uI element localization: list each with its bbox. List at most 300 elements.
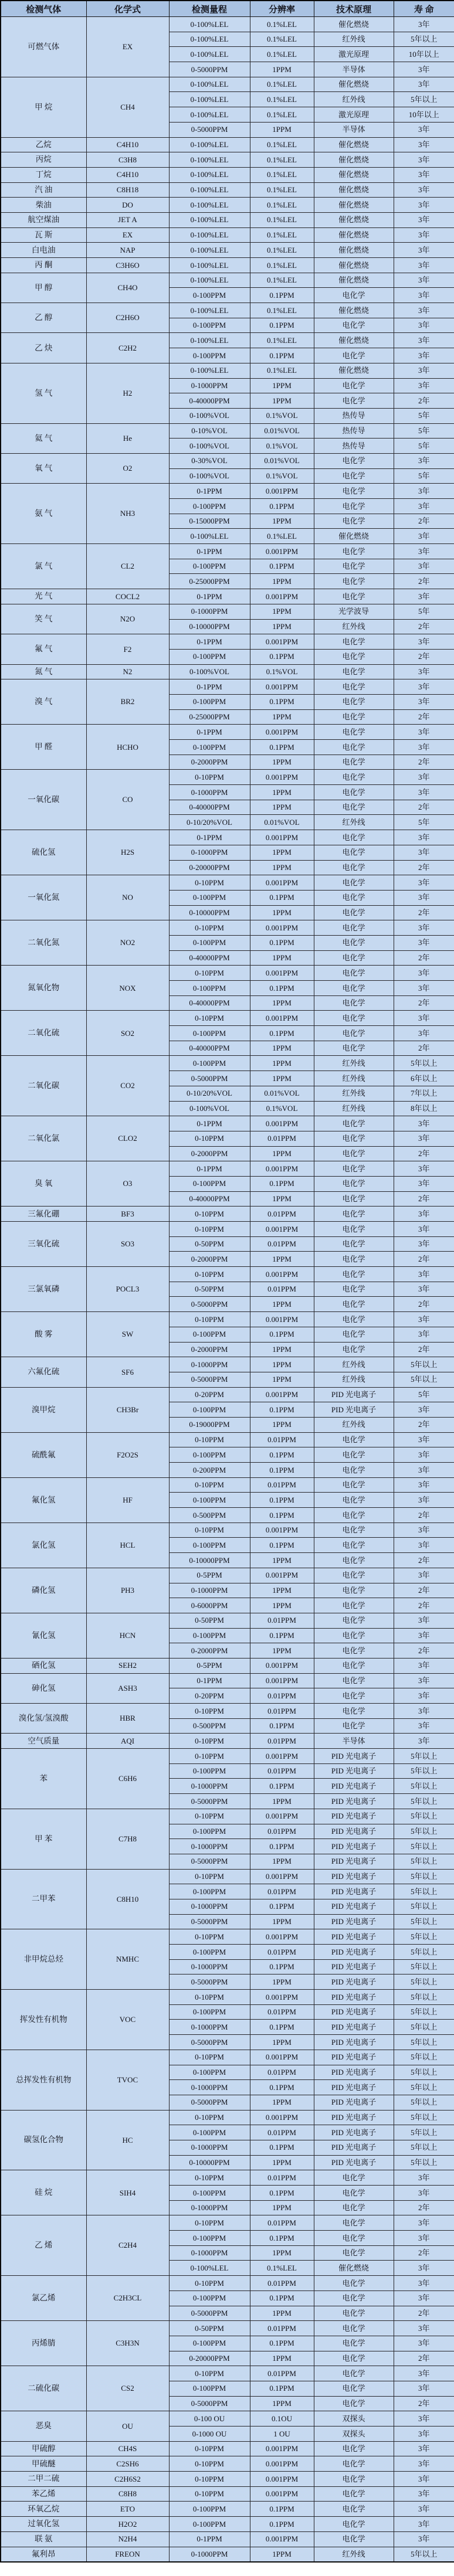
formula-cell: EX bbox=[86, 17, 169, 77]
range-cell: 0-100PPM bbox=[169, 559, 250, 574]
principle-cell: PID 光电离子 bbox=[314, 2080, 394, 2095]
lifespan-cell: 5年以上 bbox=[394, 1854, 454, 1869]
range-cell: 0-10PPM bbox=[169, 2170, 250, 2186]
lifespan-cell: 5年以上 bbox=[394, 2080, 454, 2095]
formula-cell: CO2 bbox=[86, 1056, 169, 1116]
range-cell: 0-10PPM bbox=[169, 2441, 250, 2456]
formula-cell: He bbox=[86, 423, 169, 453]
lifespan-cell: 2年 bbox=[394, 709, 454, 725]
lifespan-cell: 3年 bbox=[394, 2517, 454, 2532]
lifespan-cell: 2年 bbox=[394, 905, 454, 920]
gas-name-cell: 二甲苯 bbox=[1, 1869, 86, 1929]
lifespan-cell: 3年 bbox=[394, 318, 454, 333]
lifespan-cell: 3年 bbox=[394, 2215, 454, 2231]
gas-name-cell: 甲 苯 bbox=[1, 1809, 86, 1869]
gas-name-cell: 挥发性有机物 bbox=[1, 1990, 86, 2050]
formula-cell: C4H10 bbox=[86, 137, 169, 152]
table-row bbox=[1, 258, 454, 273]
header-principle: 技术原理 bbox=[314, 1, 394, 17]
resolution-cell: 0.001PPM bbox=[250, 2531, 314, 2547]
gas-name-cell: 二氧化氯 bbox=[1, 1116, 86, 1161]
range-cell: 0-100PPM bbox=[169, 1447, 250, 1463]
range-cell: 0-1PPM bbox=[169, 2531, 250, 2547]
range-cell: 0-100%LEL bbox=[169, 17, 250, 32]
formula-cell: COCL2 bbox=[86, 589, 169, 604]
lifespan-cell: 3年 bbox=[394, 1613, 454, 1628]
resolution-cell: 1PPM bbox=[250, 2396, 314, 2411]
table-row bbox=[1, 1734, 454, 1749]
range-cell: 0-100PPM bbox=[169, 981, 250, 996]
range-cell: 0-10000PPM bbox=[169, 1553, 250, 1568]
formula-cell: N2H4 bbox=[86, 2531, 169, 2547]
principle-cell: PID 光电离子 bbox=[314, 1824, 394, 1839]
principle-cell: 热传导 bbox=[314, 408, 394, 423]
range-cell: 0-10000PPM bbox=[169, 905, 250, 920]
resolution-cell: 1PPM bbox=[250, 995, 314, 1011]
range-cell: 0-10PPM bbox=[169, 1990, 250, 2005]
gas-name-cell: 乙烷 bbox=[1, 137, 86, 152]
resolution-cell: 1PPM bbox=[250, 1357, 314, 1372]
lifespan-cell: 2年 bbox=[394, 1146, 454, 1161]
gas-name-cell: 乙 炔 bbox=[1, 333, 86, 363]
principle-cell: 电化学 bbox=[314, 1643, 394, 1659]
resolution-cell: 0.001PPM bbox=[250, 1869, 314, 1884]
formula-cell: HCHO bbox=[86, 725, 169, 770]
lifespan-cell: 2年 bbox=[394, 2200, 454, 2215]
principle-cell: PID 光电离子 bbox=[314, 2035, 394, 2050]
lifespan-cell: 3年 bbox=[394, 288, 454, 303]
lifespan-cell: 3年 bbox=[394, 1477, 454, 1493]
principle-cell: 电化学 bbox=[314, 2396, 394, 2411]
table-row bbox=[1, 2517, 454, 2532]
table-row bbox=[1, 167, 454, 182]
resolution-cell: 1PPM bbox=[250, 1583, 314, 1598]
range-cell: 0-100%LEL bbox=[169, 107, 250, 123]
range-cell: 0-10PPM bbox=[169, 2276, 250, 2291]
range-cell: 0-100PPM bbox=[169, 2336, 250, 2351]
principle-cell: PID 光电离子 bbox=[314, 2125, 394, 2140]
gas-name-cell: 氰化氢 bbox=[1, 1613, 86, 1658]
formula-cell: F2 bbox=[86, 634, 169, 664]
lifespan-cell: 3年 bbox=[394, 1538, 454, 1553]
lifespan-cell: 5年以上 bbox=[394, 32, 454, 47]
range-cell: 0-2000PPM bbox=[169, 1342, 250, 1357]
lifespan-cell: 3年 bbox=[394, 830, 454, 845]
principle-cell: 电化学 bbox=[314, 1463, 394, 1478]
range-cell: 0-100%VOL bbox=[169, 468, 250, 484]
resolution-cell: 1PPM bbox=[250, 1417, 314, 1432]
lifespan-cell: 2年 bbox=[394, 1297, 454, 1312]
formula-cell: NOX bbox=[86, 966, 169, 1011]
table-row bbox=[1, 198, 454, 213]
gas-name-cell: 氨 气 bbox=[1, 484, 86, 544]
formula-cell: H2O2 bbox=[86, 2517, 169, 2532]
resolution-cell: 0.001PPM bbox=[250, 2472, 314, 2487]
lifespan-cell: 5年 bbox=[394, 439, 454, 454]
formula-cell: BR2 bbox=[86, 679, 169, 725]
table-row bbox=[1, 1749, 454, 1764]
formula-cell: BF3 bbox=[86, 1207, 169, 1222]
resolution-cell: 1PPM bbox=[250, 1975, 314, 1990]
principle-cell: 电化学 bbox=[314, 1282, 394, 1297]
lifespan-cell: 3年 bbox=[394, 333, 454, 348]
range-cell: 0-1000PPM bbox=[169, 1779, 250, 1794]
lifespan-cell: 3年 bbox=[394, 1628, 454, 1643]
range-cell: 0-1000PPM bbox=[169, 1583, 250, 1598]
range-cell: 0-20PPM bbox=[169, 1387, 250, 1402]
lifespan-cell: 5年以上 bbox=[394, 1763, 454, 1779]
lifespan-cell: 3年 bbox=[394, 2276, 454, 2291]
resolution-cell: 1PPM bbox=[250, 619, 314, 634]
lifespan-cell: 2年 bbox=[394, 2351, 454, 2366]
resolution-cell: 1PPM bbox=[250, 514, 314, 529]
principle-cell: PID 光电离子 bbox=[314, 1929, 394, 1945]
lifespan-cell: 3年 bbox=[394, 198, 454, 213]
lifespan-cell: 3年 bbox=[394, 1402, 454, 1418]
range-cell: 0-100PPM bbox=[169, 499, 250, 514]
range-cell: 0-20PPM bbox=[169, 1688, 250, 1704]
formula-cell: SO3 bbox=[86, 1222, 169, 1267]
lifespan-cell: 5年以上 bbox=[394, 2004, 454, 2020]
range-cell: 0-5PPM bbox=[169, 1658, 250, 1673]
principle-cell: 电化学 bbox=[314, 318, 394, 333]
resolution-cell: 0.1%VOL bbox=[250, 664, 314, 679]
principle-cell: 红外线 bbox=[314, 1417, 394, 1432]
formula-cell: HBR bbox=[86, 1704, 169, 1734]
principle-cell: 电化学 bbox=[314, 1161, 394, 1177]
principle-cell: 电化学 bbox=[314, 905, 394, 920]
range-cell: 0-100 OU bbox=[169, 2411, 250, 2427]
range-cell: 0-10PPM bbox=[169, 875, 250, 891]
range-cell: 0-100%LEL bbox=[169, 32, 250, 47]
range-cell: 0-1PPM bbox=[169, 484, 250, 499]
lifespan-cell: 3年 bbox=[394, 529, 454, 544]
resolution-cell: 1PPM bbox=[250, 1041, 314, 1056]
resolution-cell: 0.1PPM bbox=[250, 1899, 314, 1914]
lifespan-cell: 5年以上 bbox=[394, 1824, 454, 1839]
gas-name-cell: 砷化氢 bbox=[1, 1673, 86, 1703]
formula-cell: C8H18 bbox=[86, 182, 169, 198]
range-cell: 0-100PPM bbox=[169, 1402, 250, 1418]
gas-name-cell: 恶臭 bbox=[1, 2411, 86, 2441]
lifespan-cell: 3年 bbox=[394, 1493, 454, 1508]
range-cell: 0-1000PPM bbox=[169, 2200, 250, 2215]
principle-cell: 电化学 bbox=[314, 1432, 394, 1447]
resolution-cell: 0.1%LEL bbox=[250, 92, 314, 107]
header-gas: 检测气体 bbox=[1, 1, 86, 17]
formula-cell: NO2 bbox=[86, 920, 169, 966]
principle-cell: 红外线 bbox=[314, 1101, 394, 1116]
resolution-cell: 0.1PPM bbox=[250, 1508, 314, 1523]
principle-cell: 电化学 bbox=[314, 378, 394, 393]
lifespan-cell: 3年 bbox=[394, 1718, 454, 1734]
lifespan-cell: 3年 bbox=[394, 1207, 454, 1222]
lifespan-cell: 2年 bbox=[394, 1041, 454, 1056]
lifespan-cell: 2年 bbox=[394, 995, 454, 1011]
lifespan-cell: 3年 bbox=[394, 2411, 454, 2427]
formula-cell: C3H3N bbox=[86, 2321, 169, 2366]
principle-cell: PID 光电离子 bbox=[314, 2110, 394, 2125]
range-cell: 0-5000PPM bbox=[169, 1794, 250, 1809]
resolution-cell: 0.1PPM bbox=[250, 1327, 314, 1342]
range-cell: 0-2000PPM bbox=[169, 755, 250, 770]
gas-name-cell: 白电油 bbox=[1, 243, 86, 258]
range-cell: 0-100PPM bbox=[169, 318, 250, 333]
principle-cell: 电化学 bbox=[314, 1538, 394, 1553]
principle-cell: PID 光电离子 bbox=[314, 1914, 394, 1929]
principle-cell: 激光原理 bbox=[314, 107, 394, 123]
table-row bbox=[1, 2441, 454, 2456]
range-cell: 0-500PPM bbox=[169, 1508, 250, 1523]
resolution-cell: 1PPM bbox=[250, 1056, 314, 1071]
principle-cell: 电化学 bbox=[314, 514, 394, 529]
formula-cell: C2SH6 bbox=[86, 2456, 169, 2472]
lifespan-cell: 5年以上 bbox=[394, 1914, 454, 1929]
resolution-cell: 0.1%LEL bbox=[250, 529, 314, 544]
table-row bbox=[1, 1312, 454, 1327]
gas-name-cell: 空气质量 bbox=[1, 1734, 86, 1749]
resolution-cell: 1PPM bbox=[250, 1146, 314, 1161]
principle-cell: 电化学 bbox=[314, 1267, 394, 1282]
resolution-cell: 0.01PPM bbox=[250, 2004, 314, 2020]
gas-name-cell: 丙烯腈 bbox=[1, 2321, 86, 2366]
lifespan-cell: 5年以上 bbox=[394, 2110, 454, 2125]
principle-cell: 电化学 bbox=[314, 740, 394, 755]
lifespan-cell: 3年 bbox=[394, 981, 454, 996]
table-row bbox=[1, 1432, 454, 1447]
formula-cell: EX bbox=[86, 227, 169, 243]
gas-name-cell: 三氟化硼 bbox=[1, 1207, 86, 1222]
resolution-cell: 0.01PPM bbox=[250, 1884, 314, 1899]
principle-cell: PID 光电离子 bbox=[314, 1839, 394, 1854]
principle-cell: 电化学 bbox=[314, 468, 394, 484]
lifespan-cell: 3年 bbox=[394, 453, 454, 468]
principle-cell: PID 光电离子 bbox=[314, 2155, 394, 2170]
lifespan-cell: 3年 bbox=[394, 890, 454, 905]
range-cell: 0-100PPM bbox=[169, 1824, 250, 1839]
formula-cell: POCL3 bbox=[86, 1267, 169, 1312]
table-row bbox=[1, 589, 454, 604]
lifespan-cell: 3年 bbox=[394, 273, 454, 288]
principle-cell: 电化学 bbox=[314, 1688, 394, 1704]
lifespan-cell: 3年 bbox=[394, 1463, 454, 1478]
formula-cell: DO bbox=[86, 198, 169, 213]
resolution-cell: 0.1PPM bbox=[250, 2080, 314, 2095]
lifespan-cell: 5年 bbox=[394, 408, 454, 423]
lifespan-cell: 3年 bbox=[394, 1131, 454, 1146]
lifespan-cell: 5年以上 bbox=[394, 1372, 454, 1387]
lifespan-cell: 2年 bbox=[394, 2396, 454, 2411]
lifespan-cell: 3年 bbox=[394, 243, 454, 258]
range-cell: 0-10PPM bbox=[169, 2110, 250, 2125]
resolution-cell: 0.001PPM bbox=[250, 725, 314, 740]
resolution-cell: 0.1PPM bbox=[250, 981, 314, 996]
range-cell: 0-1PPM bbox=[169, 679, 250, 695]
table-row bbox=[1, 227, 454, 243]
table-row bbox=[1, 1267, 454, 1282]
range-cell: 0-1PPM bbox=[169, 1161, 250, 1177]
formula-cell: C6H6 bbox=[86, 1749, 169, 1809]
resolution-cell: 0.01PPM bbox=[250, 2366, 314, 2381]
principle-cell: 电化学 bbox=[314, 1116, 394, 1131]
resolution-cell: 0.1PPM bbox=[250, 1779, 314, 1794]
range-cell: 0-5000PPM bbox=[169, 1914, 250, 1929]
gas-name-cell: 氟利昂 bbox=[1, 2547, 86, 2562]
range-cell: 0-100%LEL bbox=[169, 529, 250, 544]
gas-name-cell: 三氧化硫 bbox=[1, 1222, 86, 1267]
gas-name-cell: 氮氧化物 bbox=[1, 966, 86, 1011]
range-cell: 0-25000PPM bbox=[169, 709, 250, 725]
principle-cell: 电化学 bbox=[314, 2531, 394, 2547]
principle-cell: PID 光电离子 bbox=[314, 1402, 394, 1418]
gas-name-cell: 溴 气 bbox=[1, 679, 86, 725]
range-cell: 0-100PPM bbox=[169, 2065, 250, 2080]
principle-cell: 电化学 bbox=[314, 2306, 394, 2321]
range-cell: 0-20000PPM bbox=[169, 2351, 250, 2366]
range-cell: 0-5000PPM bbox=[169, 2306, 250, 2321]
formula-cell: FREON bbox=[86, 2547, 169, 2562]
principle-cell: 电化学 bbox=[314, 2276, 394, 2291]
gas-name-cell: 可燃气体 bbox=[1, 17, 86, 77]
principle-cell: PID 光电离子 bbox=[314, 2095, 394, 2110]
resolution-cell: 0.001PPM bbox=[250, 1387, 314, 1402]
formula-cell: C2H2 bbox=[86, 333, 169, 363]
range-cell: 0-10PPM bbox=[169, 1523, 250, 1538]
principle-cell: 电化学 bbox=[314, 2456, 394, 2472]
principle-cell: 红外线 bbox=[314, 1056, 394, 1071]
range-cell: 0-2000PPM bbox=[169, 1643, 250, 1659]
principle-cell: 电化学 bbox=[314, 2245, 394, 2261]
lifespan-cell: 3年 bbox=[394, 2336, 454, 2351]
resolution-cell: 1PPM bbox=[250, 604, 314, 619]
range-cell: 0-100%LEL bbox=[169, 227, 250, 243]
resolution-cell: 0.1PPM bbox=[250, 1176, 314, 1191]
resolution-cell: 1PPM bbox=[250, 378, 314, 393]
resolution-cell: 0.01%VOL bbox=[250, 815, 314, 830]
resolution-cell: 1PPM bbox=[250, 1071, 314, 1086]
principle-cell: 催化燃烧 bbox=[314, 137, 394, 152]
principle-cell: 电化学 bbox=[314, 1236, 394, 1252]
principle-cell: 电化学 bbox=[314, 649, 394, 664]
gas-name-cell: 丙烷 bbox=[1, 152, 86, 168]
lifespan-cell: 5年以上 bbox=[394, 2020, 454, 2035]
range-cell: 0-10PPM bbox=[169, 1704, 250, 1719]
lifespan-cell: 3年 bbox=[394, 1447, 454, 1463]
resolution-cell: 0.01PPM bbox=[250, 1945, 314, 1960]
lifespan-cell: 3年 bbox=[394, 77, 454, 92]
lifespan-cell: 3年 bbox=[394, 2486, 454, 2502]
lifespan-cell: 3年 bbox=[394, 664, 454, 679]
resolution-cell: 0.001PPM bbox=[250, 544, 314, 559]
gas-name-cell: 氯化氢 bbox=[1, 1523, 86, 1568]
principle-cell: 电化学 bbox=[314, 785, 394, 800]
gas-name-cell: 氟 气 bbox=[1, 634, 86, 664]
resolution-cell: 0.001PPM bbox=[250, 2456, 314, 2472]
gas-name-cell: 一氧化碳 bbox=[1, 770, 86, 830]
table-row bbox=[1, 2502, 454, 2517]
lifespan-cell: 5年以上 bbox=[394, 1357, 454, 1372]
formula-cell: F2O2S bbox=[86, 1432, 169, 1477]
gas-name-cell: 丁烷 bbox=[1, 167, 86, 182]
lifespan-cell: 3年 bbox=[394, 152, 454, 168]
resolution-cell: 1PPM bbox=[250, 845, 314, 860]
gas-name-cell: 硫酰氟 bbox=[1, 1432, 86, 1477]
lifespan-cell: 3年 bbox=[394, 499, 454, 514]
table-row bbox=[1, 182, 454, 198]
formula-cell: NO bbox=[86, 875, 169, 920]
lifespan-cell: 3年 bbox=[394, 725, 454, 740]
range-cell: 0-1000PPM bbox=[169, 378, 250, 393]
gas-name-cell: 甲 醇 bbox=[1, 273, 86, 303]
principle-cell: PID 光电离子 bbox=[314, 1779, 394, 1794]
lifespan-cell: 3年 bbox=[394, 167, 454, 182]
range-cell: 0-19000PPM bbox=[169, 1417, 250, 1432]
resolution-cell: 0.01PPM bbox=[250, 1207, 314, 1222]
lifespan-cell: 2年 bbox=[394, 1553, 454, 1568]
formula-cell: HCN bbox=[86, 1613, 169, 1658]
range-cell: 0-100%VOL bbox=[169, 1101, 250, 1116]
lifespan-cell: 3年 bbox=[394, 258, 454, 273]
table-row bbox=[1, 363, 454, 378]
principle-cell: 半导体 bbox=[314, 62, 394, 77]
principle-cell: 催化燃烧 bbox=[314, 227, 394, 243]
formula-cell: H2 bbox=[86, 363, 169, 423]
principle-cell: 电化学 bbox=[314, 1447, 394, 1463]
range-cell: 0-40000PPM bbox=[169, 800, 250, 815]
lifespan-cell: 5年以上 bbox=[394, 2547, 454, 2562]
resolution-cell: 0.01PPM bbox=[250, 1824, 314, 1839]
gas-name-cell: 乙 醇 bbox=[1, 303, 86, 333]
lifespan-cell: 3年 bbox=[394, 17, 454, 32]
principle-cell: 电化学 bbox=[314, 935, 394, 950]
principle-cell: 电化学 bbox=[314, 2366, 394, 2381]
header-row bbox=[1, 1, 454, 17]
formula-cell: HF bbox=[86, 1477, 169, 1523]
principle-cell: 电化学 bbox=[314, 694, 394, 709]
resolution-cell: 0.1PPM bbox=[250, 2231, 314, 2246]
table-row bbox=[1, 1056, 454, 1071]
principle-cell: 电化学 bbox=[314, 393, 394, 409]
table-row bbox=[1, 212, 454, 227]
lifespan-cell: 2年 bbox=[394, 1342, 454, 1357]
table-body bbox=[1, 17, 454, 2563]
resolution-cell: 0.01%VOL bbox=[250, 453, 314, 468]
resolution-cell: 0.001PPM bbox=[250, 1568, 314, 1583]
resolution-cell: 0.1%LEL bbox=[250, 198, 314, 213]
principle-cell: 热传导 bbox=[314, 439, 394, 454]
resolution-cell: 0.01PPM bbox=[250, 1613, 314, 1628]
lifespan-cell: 3年 bbox=[394, 2531, 454, 2547]
principle-cell: 电化学 bbox=[314, 2200, 394, 2215]
table-row bbox=[1, 2472, 454, 2487]
formula-cell: ETO bbox=[86, 2502, 169, 2517]
range-cell: 0-5000PPM bbox=[169, 1071, 250, 1086]
range-cell: 0-10PPM bbox=[169, 770, 250, 785]
principle-cell: 催化燃烧 bbox=[314, 212, 394, 227]
principle-cell: 电化学 bbox=[314, 1252, 394, 1267]
gas-name-cell: 硅 烷 bbox=[1, 2170, 86, 2215]
lifespan-cell: 3年 bbox=[394, 966, 454, 981]
principle-cell: 电化学 bbox=[314, 2381, 394, 2396]
range-cell: 0-100PPM bbox=[169, 2502, 250, 2517]
principle-cell: 催化燃烧 bbox=[314, 258, 394, 273]
principle-cell: PID 光电离子 bbox=[314, 1854, 394, 1869]
resolution-cell: 0.1PPM bbox=[250, 935, 314, 950]
principle-cell: 光学波导 bbox=[314, 604, 394, 619]
range-cell: 0-100%LEL bbox=[169, 303, 250, 318]
resolution-cell: 0.1%LEL bbox=[250, 273, 314, 288]
resolution-cell: 1PPM bbox=[250, 122, 314, 137]
